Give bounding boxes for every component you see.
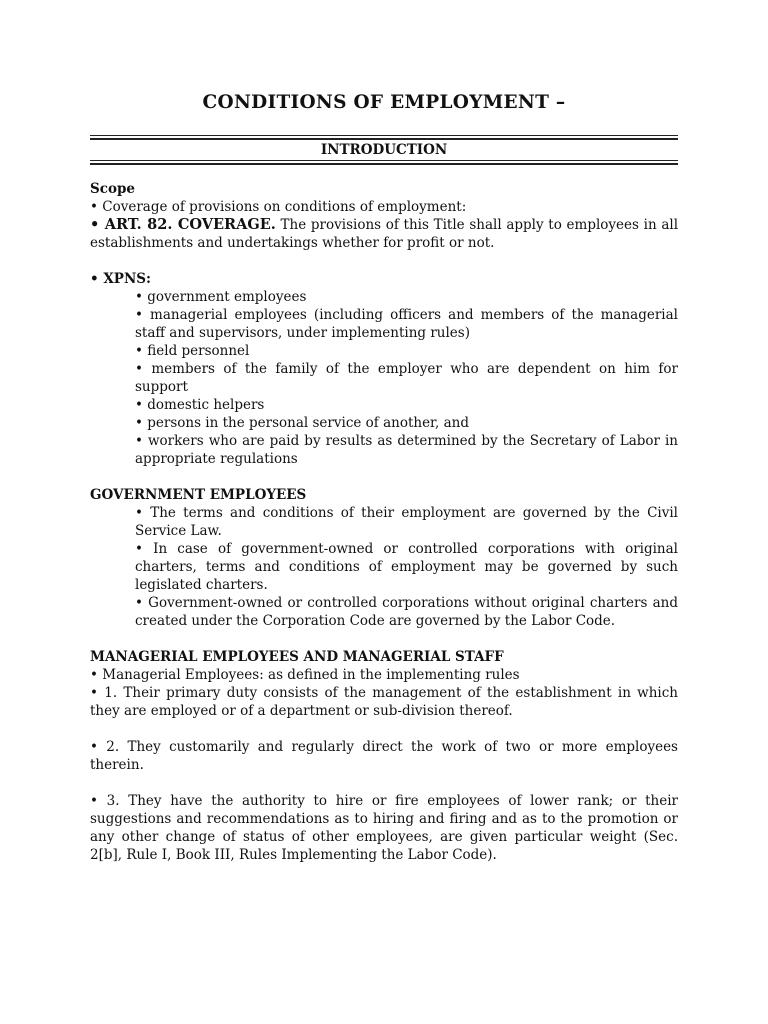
- divider-bottom-thick: [90, 163, 678, 165]
- xpns-item: • field personnel: [135, 343, 250, 359]
- managerial-item: • 1. Their primary duty consists of the management of the establishment in which they are employed or of a department or sub-division thereof.: [90, 685, 678, 719]
- xpns-item: • domestic helpers: [135, 397, 265, 413]
- scope-line: • Coverage of provisions on conditions of employment:: [90, 199, 467, 215]
- divider-top-thick: [90, 138, 678, 140]
- xpns-item: • workers who are paid by results as determined by the Secretary of Labor in appropriate regulations: [135, 433, 678, 467]
- xpns-item: • government employees: [135, 289, 307, 305]
- page-title: CONDITIONS OF EMPLOYMENT –: [202, 92, 566, 113]
- art82-paragraph: [90, 216, 678, 252]
- document-body: [90, 180, 678, 864]
- divider-bottom-thin: [90, 160, 678, 161]
- gov-heading: GOVERNMENT EMPLOYEES: [90, 487, 307, 503]
- gov-item: • In case of government-owned or controlled corporations with original charters, terms and conditions of employment may be governed by such legislated charters.: [135, 541, 678, 593]
- xpns-item: • members of the family of the employer who are dependent on him for support: [135, 361, 678, 395]
- divider-top-thin: [90, 135, 678, 136]
- gov-item: • The terms and conditions of their employment are governed by the Civil Service Law.: [135, 505, 678, 539]
- managerial-heading: MANAGERIAL EMPLOYEES AND MANAGERIAL STAFF: [90, 649, 504, 665]
- art82-text: The provisions of this Title shall apply to employees in all establishments and undertakings whether for profit or not.: [90, 217, 679, 251]
- xpns-heading: • XPNS:: [90, 271, 152, 287]
- managerial-item: • 2. They customarily and regularly direct the work of two or more employees therein.: [90, 739, 678, 773]
- xpns-item: • persons in the personal service of another, and: [135, 415, 469, 431]
- managerial-intro: • Managerial Employees: as defined in the implementing rules: [90, 667, 520, 683]
- xpns-item: • managerial employees (including officers and members of the managerial staff and supervisors, under implementing rules): [135, 307, 678, 341]
- art82-label: • ART. 82. COVERAGE.: [90, 216, 276, 233]
- scope-heading: Scope: [90, 181, 136, 197]
- gov-item: • Government-owned or controlled corporations without original charters and created under the Corporation Code are governed by the Labor Code.: [135, 595, 678, 629]
- managerial-item: • 3. They have the authority to hire or fire employees of lower rank; or their suggestions and recommendations as to hiring and firing and as to the promotion or any other change of status of other employees, are given particular weight (Sec. 2[b], Rule I, Book III, Rules Implementing the Labor Code).: [90, 793, 678, 863]
- section-subtitle: INTRODUCTION: [320, 142, 448, 158]
